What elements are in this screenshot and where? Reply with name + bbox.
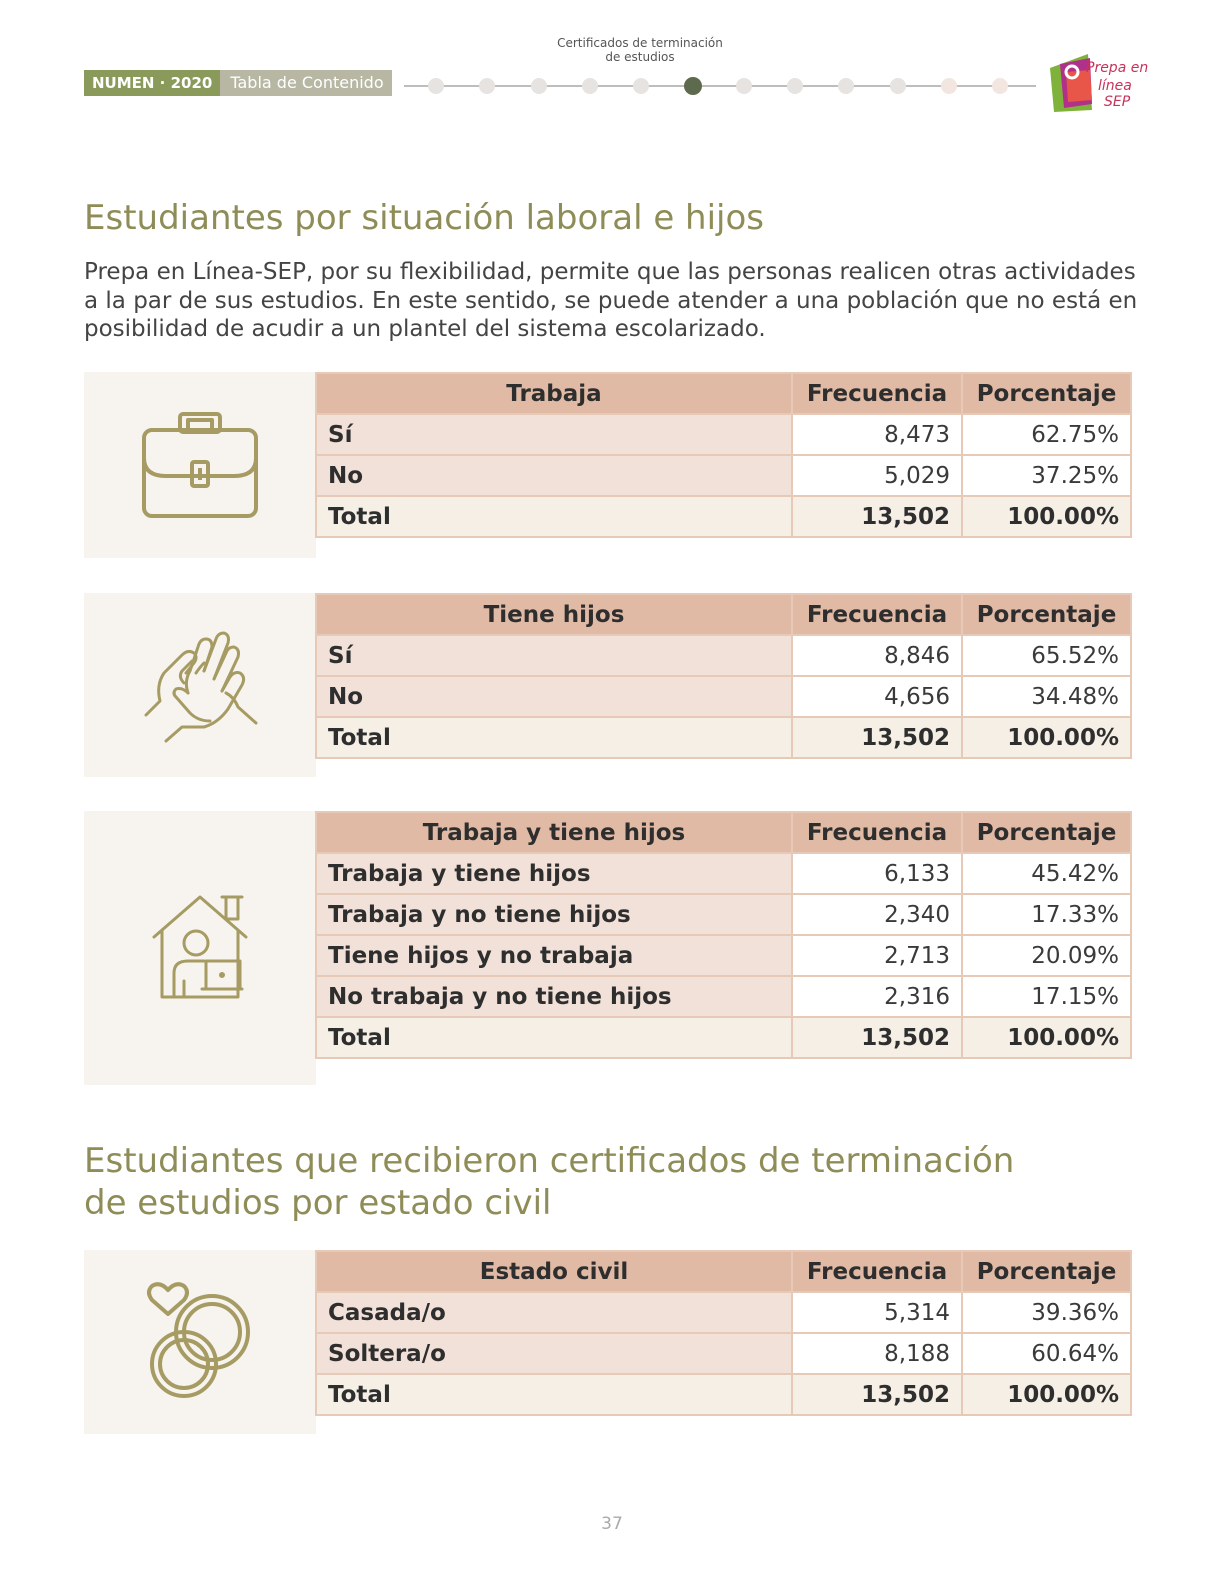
- col-header-percentage: Porcentaje: [962, 594, 1131, 635]
- col-header-percentage: Porcentaje: [962, 373, 1131, 414]
- logo-text-1: Prepa en: [1086, 60, 1149, 76]
- table-row: [316, 676, 1131, 717]
- logo-text-3: SEP: [1104, 94, 1131, 110]
- col-header-percentage: Porcentaje: [962, 1251, 1131, 1292]
- trabaja-hijos-table: [315, 811, 1132, 1059]
- col-header-category: Tiene hijos: [316, 594, 792, 635]
- table-row: [316, 414, 1131, 455]
- total-percentage: 100.00%: [962, 496, 1131, 537]
- col-header-category: Estado civil: [316, 1251, 792, 1292]
- total-row: [316, 1017, 1131, 1058]
- timeline-dot[interactable]: [531, 78, 547, 94]
- row-frequency: 8,473: [792, 414, 962, 455]
- timeline-dot[interactable]: [787, 78, 803, 94]
- section-title-estado-civil: [84, 1140, 1014, 1224]
- col-header-category: Trabaja: [316, 373, 792, 414]
- header-badge: [84, 70, 392, 96]
- total-percentage: 100.00%: [962, 1017, 1131, 1058]
- table-row: [316, 1333, 1131, 1374]
- table-row: [316, 935, 1131, 976]
- section-title-line2: de estudios por estado civil: [84, 1183, 552, 1223]
- timeline-dot[interactable]: [582, 78, 598, 94]
- row-label: No trabaja y no tiene hijos: [316, 976, 792, 1017]
- hijos-table: [315, 593, 1132, 759]
- total-label: Total: [316, 1017, 792, 1058]
- row-percentage: 20.09%: [962, 935, 1131, 976]
- total-percentage: 100.00%: [962, 1374, 1131, 1415]
- timeline-dot[interactable]: [992, 78, 1008, 94]
- row-label: Sí: [316, 414, 792, 455]
- table-row: [316, 853, 1131, 894]
- timeline-dot[interactable]: [890, 78, 906, 94]
- total-frequency: 13,502: [792, 496, 962, 537]
- total-frequency: 13,502: [792, 717, 962, 758]
- col-header-category: Trabaja y tiene hijos: [316, 812, 792, 853]
- estado-civil-table: [315, 1250, 1132, 1416]
- row-label: No: [316, 676, 792, 717]
- row-label: Trabaja y tiene hijos: [316, 853, 792, 894]
- table-block-trabaja: [84, 372, 1130, 558]
- timeline-dot[interactable]: [633, 78, 649, 94]
- row-percentage: 37.25%: [962, 455, 1131, 496]
- prepa-en-linea-logo: [1046, 50, 1149, 120]
- total-row: [316, 1374, 1131, 1415]
- row-percentage: 60.64%: [962, 1333, 1131, 1374]
- icon-panel: [84, 811, 316, 1085]
- table-block-hijos: [84, 593, 1130, 777]
- icon-panel: [84, 593, 316, 777]
- row-percentage: 62.75%: [962, 414, 1131, 455]
- row-frequency: 8,846: [792, 635, 962, 676]
- row-label: Casada/o: [316, 1292, 792, 1333]
- timeline-dot[interactable]: [736, 78, 752, 94]
- total-row: [316, 717, 1131, 758]
- section-title-line1: Estudiantes que recibieron certificados de terminación: [84, 1141, 1015, 1181]
- col-header-frequency: Frecuencia: [792, 594, 962, 635]
- row-label: Tiene hijos y no trabaja: [316, 935, 792, 976]
- logo-text-2: línea: [1098, 78, 1132, 94]
- timeline-dot[interactable]: [838, 78, 854, 94]
- total-percentage: 100.00%: [962, 717, 1131, 758]
- col-header-frequency: Frecuencia: [792, 373, 962, 414]
- row-frequency: 4,656: [792, 676, 962, 717]
- timeline-dot[interactable]: [941, 78, 957, 94]
- row-percentage: 39.36%: [962, 1292, 1131, 1333]
- col-header-frequency: Frecuencia: [792, 812, 962, 853]
- header-caption-line1: Certificados de terminación: [557, 36, 723, 50]
- total-label: Total: [316, 1374, 792, 1415]
- publication-badge: NUMEN · 2020: [84, 70, 220, 96]
- table-block-estado-civil: [84, 1250, 1130, 1434]
- row-percentage: 65.52%: [962, 635, 1131, 676]
- table-row: [316, 455, 1131, 496]
- row-frequency: 2,340: [792, 894, 962, 935]
- icon-panel: [84, 372, 316, 558]
- row-frequency: 5,029: [792, 455, 962, 496]
- trabaja-table: [315, 372, 1132, 538]
- col-header-frequency: Frecuencia: [792, 1251, 962, 1292]
- timeline-dot[interactable]: [684, 77, 702, 95]
- total-frequency: 13,502: [792, 1374, 962, 1415]
- total-frequency: 13,502: [792, 1017, 962, 1058]
- row-frequency: 8,188: [792, 1333, 962, 1374]
- table-row: [316, 635, 1131, 676]
- timeline-dot[interactable]: [479, 78, 495, 94]
- icon-panel: [84, 1250, 316, 1434]
- row-percentage: 17.33%: [962, 894, 1131, 935]
- total-label: Total: [316, 496, 792, 537]
- row-label: Trabaja y no tiene hijos: [316, 894, 792, 935]
- table-row: [316, 976, 1131, 1017]
- row-label: No: [316, 455, 792, 496]
- timeline-dot[interactable]: [428, 78, 444, 94]
- header-caption: [540, 36, 740, 64]
- row-frequency: 6,133: [792, 853, 962, 894]
- section-timeline: [404, 72, 1036, 98]
- rings-heart-icon: [144, 1282, 256, 1400]
- row-frequency: 2,713: [792, 935, 962, 976]
- briefcase-icon: [140, 410, 260, 522]
- intro-paragraph: Prepa en Línea-SEP, por su flexibilidad, permite que las personas realicen otras actividades a la par de sus estudios. En este sentido, se puede atender a una población que no está en posibilidad de acudir a un plantel del sistema escolarizado.: [84, 259, 1138, 342]
- total-row: [316, 496, 1131, 537]
- home-office-icon: [150, 893, 250, 1001]
- table-block-trabaja-hijos: [84, 811, 1130, 1085]
- row-label: Sí: [316, 635, 792, 676]
- table-row: [316, 1292, 1131, 1333]
- header-caption-line2: de estudios: [605, 50, 675, 64]
- section-title-laboral: Estudiantes por situación laboral e hijos: [84, 198, 765, 238]
- row-percentage: 34.48%: [962, 676, 1131, 717]
- table-row: [316, 894, 1131, 935]
- total-label: Total: [316, 717, 792, 758]
- col-header-percentage: Porcentaje: [962, 812, 1131, 853]
- row-percentage: 17.15%: [962, 976, 1131, 1017]
- row-frequency: 2,316: [792, 976, 962, 1017]
- row-label: Soltera/o: [316, 1333, 792, 1374]
- page-number: 37: [601, 1514, 623, 1534]
- row-percentage: 45.42%: [962, 853, 1131, 894]
- table-of-contents-link[interactable]: Tabla de Contenido: [220, 70, 391, 96]
- row-frequency: 5,314: [792, 1292, 962, 1333]
- hands-icon: [142, 627, 260, 745]
